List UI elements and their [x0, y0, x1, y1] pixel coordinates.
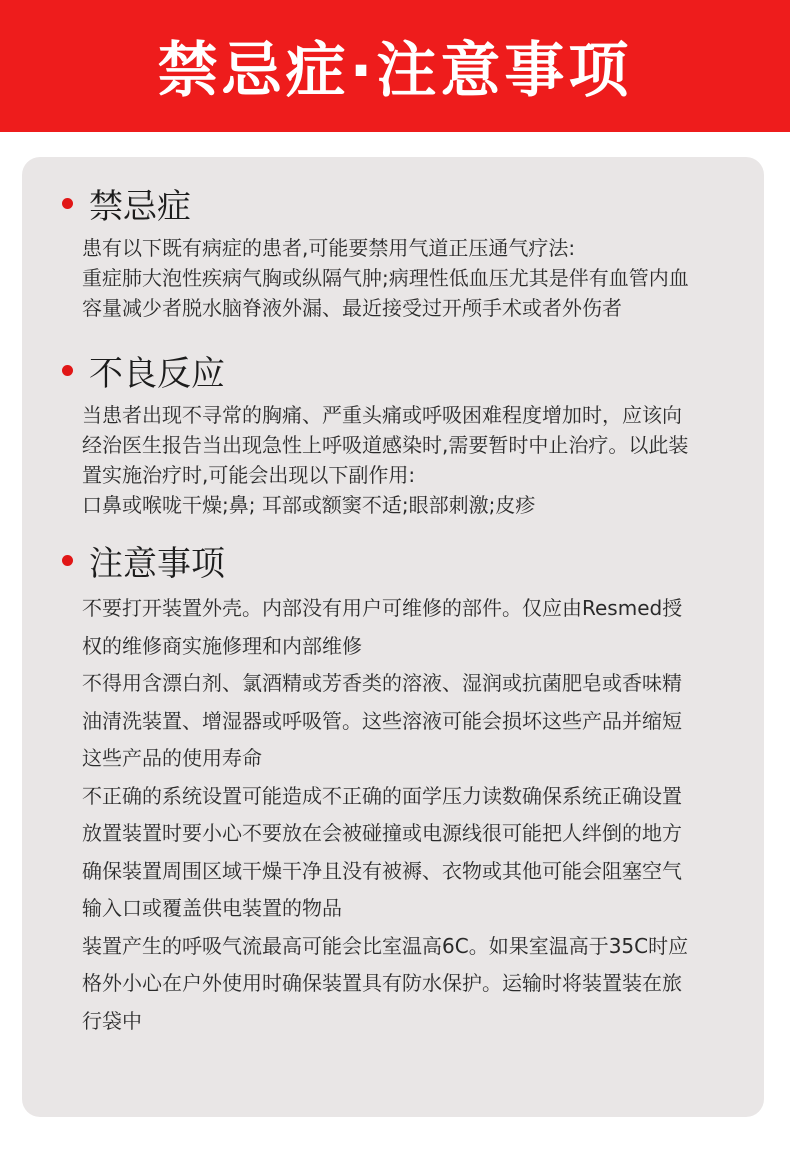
body-line: 不要打开装置外壳。内部没有用户可维修的部件。仅应由Resmed授	[82, 596, 683, 620]
bullet-dot-icon	[62, 198, 73, 209]
bullet-dot-icon	[62, 365, 73, 376]
body-line: 不得用含漂白剂、氯酒精或芳香类的溶液、湿润或抗菌肥皂或香味精	[82, 671, 682, 695]
section-heading	[62, 537, 225, 583]
body-line: 置实施治疗时,可能会出现以下副作用:	[82, 463, 416, 487]
body-line: 不正确的系统设置可能造成不正确的面学压力读数确保系统正确设置	[82, 783, 682, 808]
body-line: 容量减少者脱水脑脊液外漏、最近接受过开颅手术或者外伤者	[82, 296, 622, 320]
section-body	[82, 233, 752, 323]
section-heading	[62, 347, 225, 393]
body-line: 这些产品的使用寿命	[82, 746, 262, 770]
body-line: 确保装置周围区域干燥干净且没有被褥、衣物或其他可能会阻塞空气	[82, 858, 682, 883]
section-heading-text: 禁忌症	[89, 186, 191, 227]
body-line: 装置产生的呼吸气流最高可能会比室温高6C。如果室温高于35C时应	[82, 933, 689, 958]
body-line: 放置装置时要小心不要放在会被碰撞或电源线很可能把人绊倒的地方	[82, 821, 682, 845]
section-heading-text: 注意事项	[89, 543, 225, 584]
section-heading	[62, 180, 191, 226]
body-line: 重症肺大泡性疾病气胸或纵隔气肿;病理性低血压尤其是伴有血管内血	[82, 266, 689, 290]
body-line: 权的维修商实施修理和内部维修	[82, 633, 362, 658]
body-line: 格外小心在户外使用时确保装置具有防水保护。运输时将装置装在旅	[82, 971, 682, 995]
body-line: 油清洗装置、增湿器或呼吸管。这些溶液可能会损坏这些产品并缩短	[82, 708, 682, 733]
body-line: 患有以下既有病症的患者,可能要禁用气道正压通气疗法:	[82, 236, 576, 260]
bullet-dot-icon	[62, 555, 73, 566]
body-line: 口鼻或喉咙干燥;鼻; 耳部或额窦不适;眼部刺激;皮疹	[82, 493, 536, 517]
section-heading-text: 不良反应	[89, 353, 225, 394]
body-line: 当患者出现不寻常的胸痛、严重头痛或呼吸困难程度增加时，应该向	[82, 403, 682, 427]
page-title: 禁忌症·注意事项	[157, 36, 633, 106]
content-card	[22, 157, 764, 1117]
section-body	[82, 590, 752, 1040]
title-banner	[0, 0, 790, 132]
body-line: 经治医生报告当出现急性上呼吸道感染时,需要暂时中止治疗。以此装	[82, 433, 689, 457]
section-body	[82, 400, 752, 520]
body-line: 行袋中	[82, 1008, 142, 1033]
body-line: 输入口或覆盖供电装置的物品	[82, 896, 342, 920]
